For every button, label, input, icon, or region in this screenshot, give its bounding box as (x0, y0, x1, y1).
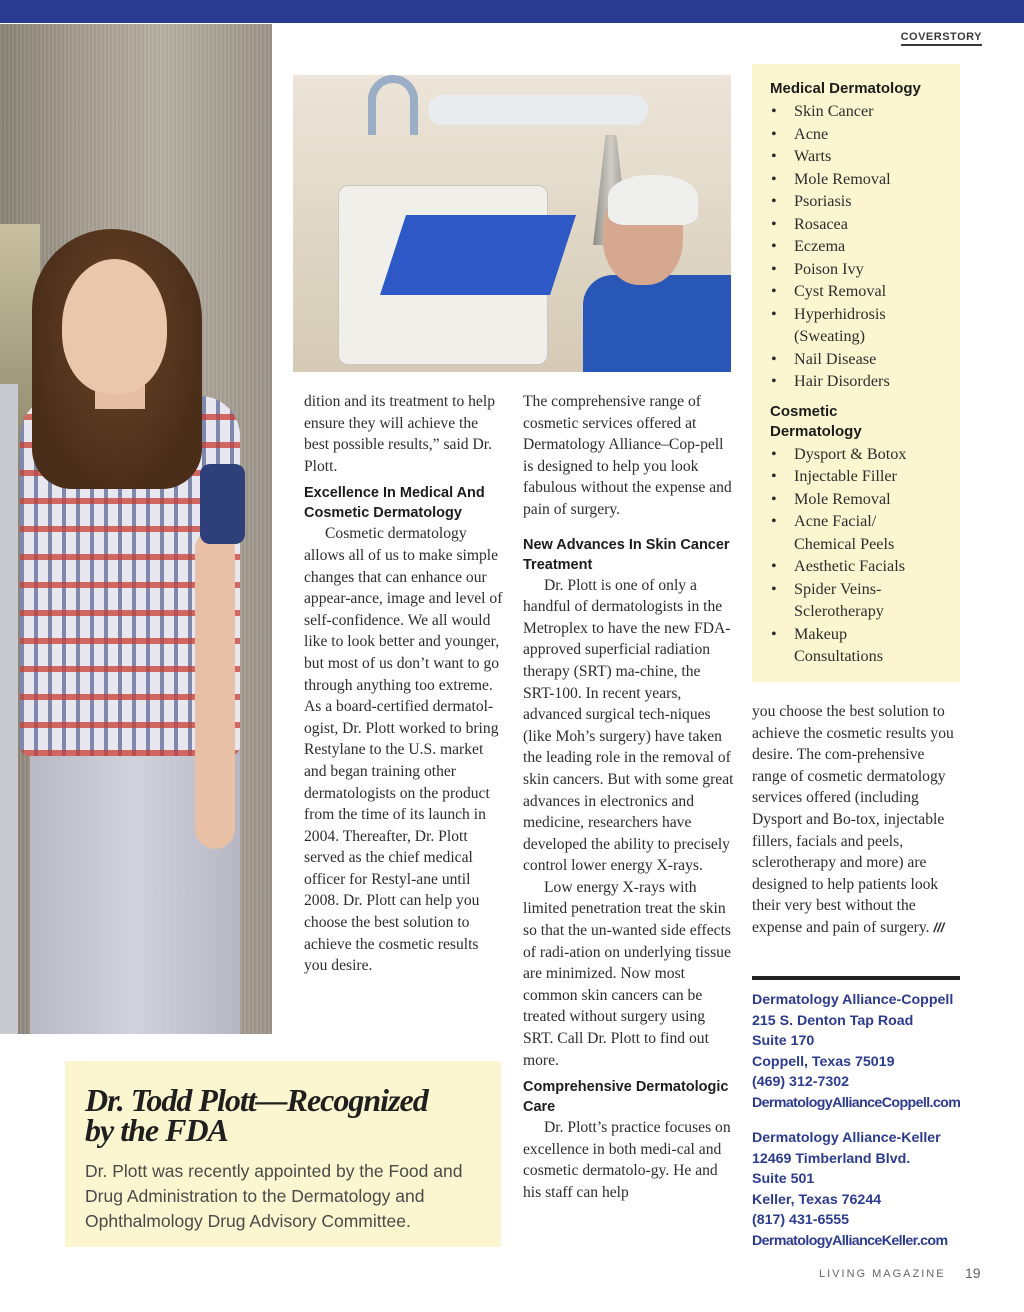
medical-services-list (770, 100, 948, 393)
location-suite: Suite 501 (752, 1171, 815, 1187)
list-item: • Spider Veins-Sclerotherapy (770, 578, 920, 623)
location-street: 215 S. Denton Tap Road (752, 1012, 914, 1029)
list-item: • Acne Facial/ Chemical Peels (770, 510, 910, 555)
list-item: • Dysport & Botox (770, 443, 948, 466)
list-item: • Mole Removal (770, 488, 948, 511)
paragraph: dition and its treatment to help ensure they will achieve the best possible results,” said Dr. Plott. (304, 393, 495, 475)
partial-person (0, 384, 18, 1034)
location-city: Coppell, Texas 75019 (752, 1053, 895, 1070)
location-website-link[interactable]: DermatologyAllianceCoppell.com (752, 1094, 961, 1111)
location-phone[interactable]: (817) 431-6555 (752, 1212, 850, 1228)
subheading: New Advances In Skin Cancer Treatment (523, 536, 730, 573)
list-item: • Hyperhidrosis (Sweating) (770, 303, 948, 348)
paragraph: The comprehensive range of cosmetic services offered at Dermatology Alliance–Cop-pell is designed to help you look fabulous without the expense and pain of surgery. (523, 393, 732, 518)
list-item: • Eczema (770, 235, 948, 258)
paragraph: Dr. Plott’s practice focuses on excellence in both medi-cal and cosmetic dermatolo-gy. He and his staff can help (523, 1119, 731, 1201)
fda-callout-box (65, 1061, 501, 1247)
callout-title: Dr. Todd Plott—Recognized by the FDA (85, 1082, 428, 1148)
footer-magazine-name: LIVING MAGAZINE (819, 1268, 946, 1280)
paragraph-text: you choose the best solution to achieve the cosmetic results you desire. The com-prehensive range of cosmetic dermatology services offered (including Dysport and Bo-tox, injectable fillers, facials and peels, sclerotherapy and more) are designed to help patients look their very best without the expense and pain of surgery. (752, 703, 954, 936)
location-city: Keller, Texas 76244 (752, 1191, 882, 1208)
location-name: Dermatology Alliance-Keller (752, 1130, 941, 1146)
list-item: • Skin Cancer (770, 100, 948, 123)
list-item: • Injectable Filler (770, 465, 948, 488)
location-coppell (752, 990, 967, 1113)
location-phone[interactable]: (469) 312-7302 (752, 1074, 850, 1090)
portrait-photo (0, 24, 272, 1034)
location-name: Dermatology Alliance-Coppell (752, 992, 954, 1008)
location-street: 12469 Timberland Blvd. (752, 1150, 911, 1167)
paragraph: Dr. Plott is one of only a handful of dermatologists in the Metroplex to have the new FDA-approved superficial radiation therapy (SRT) ma-chine, the SRT-100. In recent years, advanced surgical tech-niques (like Moh’s surgery) have taken the leading role in the removal of skin cancers. But with some great advances in electronics and medicine, researchers have developed the ability to precisely control lower energy X-rays. (523, 576, 734, 875)
patient-hair (608, 175, 698, 225)
cosmetic-services-list (770, 443, 948, 668)
section-tag: COVERSTORY (901, 31, 982, 46)
divider-rule (752, 976, 960, 980)
blue-pad (380, 215, 576, 295)
callout-text: Dr. Plott was recently appointed by the Food and Drug Administration to the Dermatology and Ophthalmology Drug Advisory Committee. (85, 1161, 463, 1231)
face (62, 259, 167, 394)
list-item: • Nail Disease (770, 348, 948, 371)
machine-arm (428, 95, 648, 125)
subheading: Comprehensive Dermatologic Care (523, 1079, 729, 1116)
location-website-link[interactable]: DermatologyAllianceKeller.com (752, 1232, 948, 1249)
article-column-3 (752, 701, 962, 939)
services-sidebar (752, 64, 960, 682)
list-item: • Psoriasis (770, 190, 948, 213)
list-item: • Mole Removal (770, 168, 948, 191)
list-item: • Hair Disorders (770, 370, 948, 393)
machine-tube (368, 75, 418, 135)
article-column-1 (304, 391, 504, 977)
list-item: • Warts (770, 145, 948, 168)
patient-body (583, 275, 731, 372)
arm (195, 529, 235, 849)
paragraph (752, 701, 962, 939)
list-item: • Rosacea (770, 213, 948, 236)
sidebar-heading: Medical Dermatology (770, 80, 921, 97)
location-suite: Suite 170 (752, 1033, 815, 1049)
paragraph: Cosmetic dermatology allows all of us to make simple changes that can enhance our appear-ance, image and level of self-confidence. We all would like to look better and younger, but most of us don’t want to go through anything too extreme. As a board-certified dermatol-ogist, Dr. Plott worked to bring Restylane to the U.S. market and began training other dermatologists on the product from the time of its launch in 2004. Thereafter, Dr. Plott served as the chief medical officer for Restyl-ane until 2008. Dr. Plott can help you choose the best solution to achieve the cosmetic results you desire. (304, 525, 503, 975)
sidebar-heading: Cosmetic Dermatology (770, 402, 862, 440)
list-item: • Acne (770, 123, 948, 146)
list-item: • Cyst Removal (770, 280, 948, 303)
navy-sleeve (200, 464, 245, 544)
top-color-bar (0, 0, 1024, 23)
end-mark: /// (933, 919, 945, 935)
page-number: 19 (965, 1265, 981, 1281)
list-item: • Aesthetic Facials (770, 555, 948, 578)
location-keller (752, 1128, 967, 1251)
subheading: Excellence In Medical And Cosmetic Dermatology (304, 485, 485, 522)
paragraph: Low energy X-rays with limited penetration treat the skin so that the un-wanted side effects of radi-ation on underlying tissue are minimized. Now most common skin cancers can be treated without surgery using SRT. Call Dr. Plott to find out more. (523, 878, 731, 1069)
list-item: • Makeup Consultations (770, 623, 900, 668)
article-column-2 (523, 391, 735, 1204)
srt-machine-photo (293, 75, 731, 372)
list-item: • Poison Ivy (770, 258, 948, 281)
